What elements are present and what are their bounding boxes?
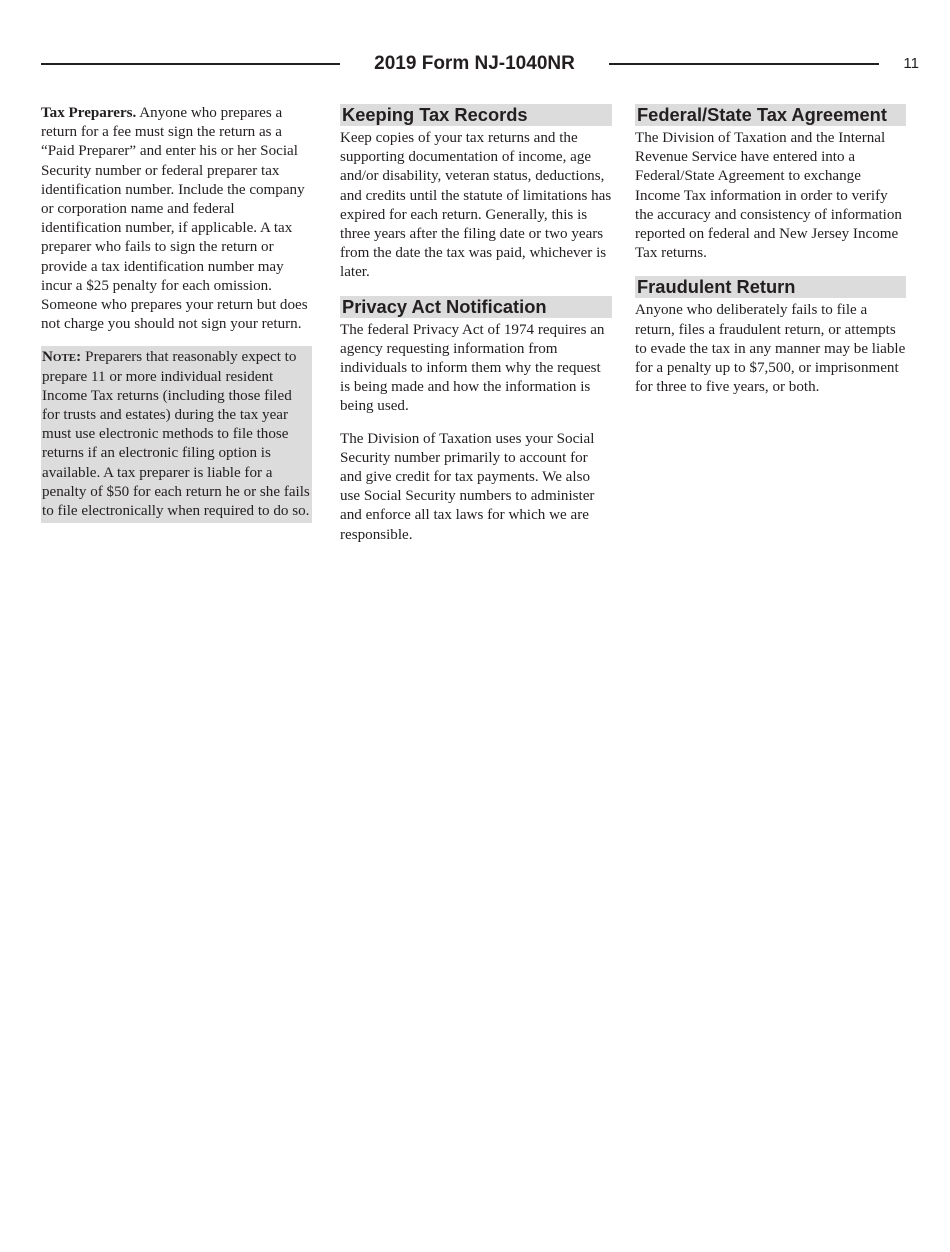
tax-preparers-paragraph (41, 104, 312, 334)
form-title: 2019 Form NJ-1040NR (374, 53, 575, 74)
tax-preparers-lead: Tax Preparers. (41, 105, 137, 121)
header-rule-left (41, 63, 340, 65)
page-header (41, 52, 919, 76)
tax-preparers-text: Anyone who prepares a return for a fee must sign the return as a “Paid Preparer” and enter his or her Social Security number or federal preparer tax identification number. Include the company or corporation name and federal identification number, if applicable. A tax preparer who fails to sign the return or provide a tax identification number may incur a $25 penalty for each omission. Someone who prepares your return but does not charge you should not sign your return. (41, 105, 308, 333)
page-number: 11 (903, 55, 919, 72)
keeping-tax-records-text: Keep copies of your tax returns and the supporting documentation of income, age and/or disability, veteran status, deductions, and credits until the statute of limitations has expired for each return. Generally, this is three years after the filing date or two years from the date the tax was paid, whichever is later. (340, 130, 612, 281)
note-text: Preparers that reasonably expect to prepare 11 or more individual resident Income Tax returns (including those filed for trusts and estates) during the tax year must use electronic methods to file those returns if an electronic filing option is available. A tax preparer is liable for a penalty of $50 for each return he or she fails to file electronically when required to do so. (42, 349, 310, 520)
column-right (635, 104, 906, 397)
column-middle (340, 104, 612, 545)
privacy-act-paragraph-2: The Division of Taxation uses your Social Security number primarily to account for and give credit for tax payments. We also use Social Security numbers to administer and enforce all tax laws for which we are responsible. (340, 430, 595, 543)
note-box (41, 346, 312, 523)
privacy-act-paragraph-1: The federal Privacy Act of 1974 requires an agency requesting information from individuals to inform them why the request is being made and how the information is being used. (340, 321, 605, 415)
keeping-tax-records-heading: Keeping Tax Records (340, 104, 612, 126)
note-label: Note: (42, 349, 82, 366)
privacy-act-heading: Privacy Act Notification (340, 296, 612, 318)
federal-state-agreement-heading: Federal/State Tax Agreement (635, 104, 906, 126)
fraudulent-return-heading: Fraudulent Return (635, 276, 906, 298)
federal-state-agreement-text: The Division of Taxation and the Internal Revenue Service have entered into a Federal/State Agreement to exchange Income Tax information in order to verify the accuracy and consistency of information reported on federal and New Jersey Income Tax returns. (635, 130, 902, 262)
fraudulent-return-text: Anyone who deliberately fails to file a return, files a fraudulent return, or attempts to evade the tax in any manner may be liable for a penalty up to $7,500, or imprisonment for three to five years, or both. (635, 302, 906, 396)
header-rule-right (609, 63, 879, 65)
column-left (41, 104, 312, 523)
